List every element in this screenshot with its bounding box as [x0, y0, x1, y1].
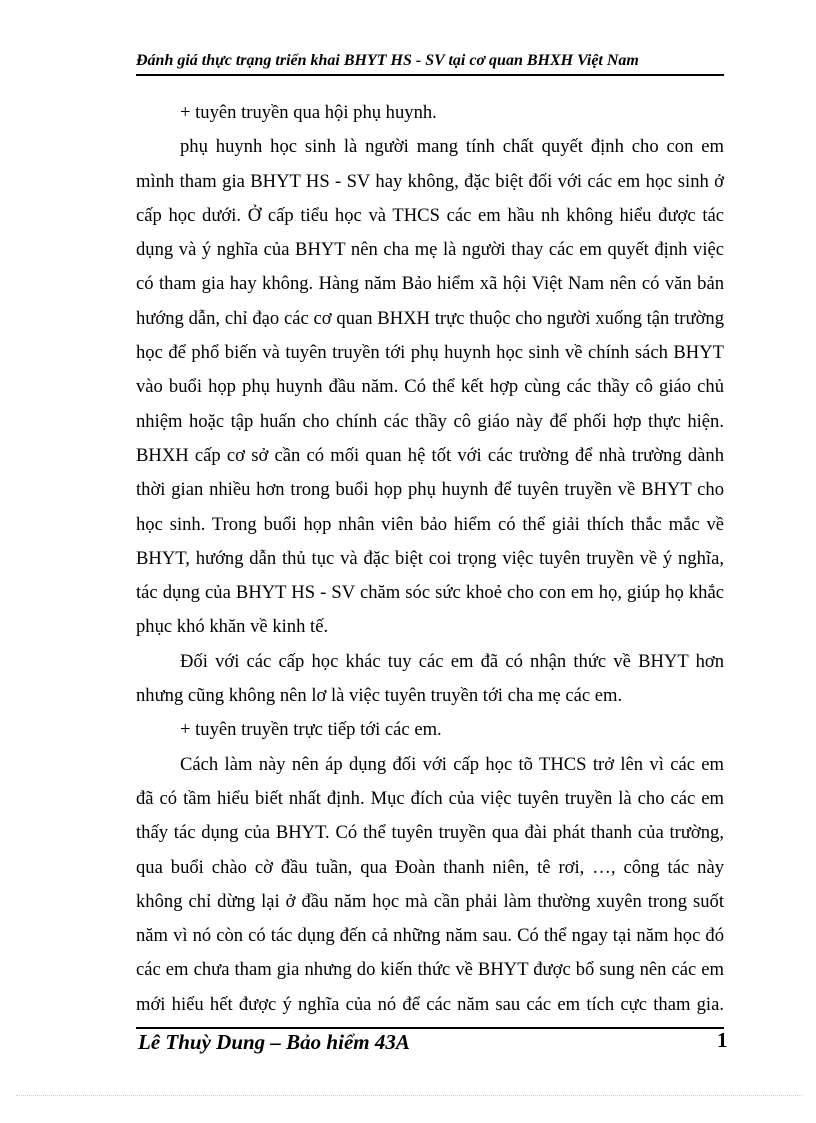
text-line: thấy tác dụng của BHYT. Có thể tuyên truyền qua đài phát thanh của trường, [136, 822, 724, 844]
page-header [136, 50, 724, 76]
footer-rule [136, 1027, 724, 1029]
text-line: dụng và ý nghĩa của BHYT nên cha mẹ là người thay các em quyết định việc [136, 239, 724, 261]
text-line: vào buổi họp phụ huynh đầu năm. Có thể kết hợp cùng các thầy cô giáo chủ [136, 376, 724, 398]
text-line: BHYT, hướng dẫn thủ tục và đặc biệt coi trọng việc tuyên truyền về ý nghĩa, [136, 547, 724, 569]
text-line: nhiệm hoặc tập huấn cho chính các thầy cô giáo này để phối hợp thực hiện. [136, 410, 724, 432]
text-line: có tham gia hay không. Hàng năm Bảo hiểm xã hội Việt Nam nên có văn bản [136, 273, 724, 295]
text-line: nhưng cũng không nên lơ là việc tuyên truyền tới cha mẹ các em. [136, 685, 623, 707]
page-number: 1 [717, 1028, 728, 1052]
text-line: phụ huynh học sinh là người mang tính chất quyết định cho con em [180, 136, 724, 158]
text-line: thời gian nhiều hơn trong buổi họp phụ huynh để tuyên truyền về BHYT cho [136, 479, 724, 501]
text-line: hướng dẫn, chỉ đạo các cơ quan BHXH trực thuộc cho người xuống tận trường [136, 307, 724, 329]
text-line: BHXH cấp cơ sở cần có mối quan hệ tốt với các trường để nhà trường dành [136, 444, 724, 466]
page-boundary-rule [16, 1095, 802, 1096]
footer-author: Lê Thuỳ Dung – Bảo hiểm 43A [138, 1030, 410, 1054]
header-title: Đánh giá thực trạng triển khai BHYT HS - SV tại cơ quan BHXH Việt Nam [136, 52, 639, 69]
text-line: các em chưa tham gia nhưng do kiến thức về BHYT được bổ sung nên các em [136, 959, 724, 981]
text-line: học sinh. Trong buổi họp nhân viên bảo hiểm có thể giải thích thắc mắc về [136, 513, 724, 535]
body-text [136, 96, 724, 1022]
text-line: mới hiểu hết được ý nghĩa của nó để các năm sau các em tích cực tham gia. [136, 993, 724, 1015]
text-line: không chỉ dừng lại ở đầu năm học mà cần phải làm thường xuyên trong suốt [136, 890, 724, 912]
text-line: + tuyên truyền qua hội phụ huynh. [180, 102, 437, 123]
text-line: năm vì nó còn có tác dụng đến cả những năm sau. Có thể ngay tại năm học đó [136, 925, 724, 947]
text-line: cấp học dưới. Ở cấp tiểu học và THCS các em hầu nh không hiểu được tác [136, 204, 724, 226]
text-line: Đối với các cấp học khác tuy các em đã có nhận thức về BHYT hơn [180, 650, 724, 672]
text-line: tác dụng của BHYT HS - SV chăm sóc sức khoẻ cho con em họ, giúp họ khắc [136, 582, 724, 604]
text-line: mình tham gia BHYT HS - SV hay không, đặc biệt đối với các em học sinh ở [136, 170, 724, 192]
text-line: Cách làm này nên áp dụng đối với cấp học tõ THCS trở lên vì các em [180, 753, 724, 775]
text-line: + tuyên truyền trực tiếp tới các em. [180, 719, 442, 741]
text-line: học để phổ biến và tuyên truyền tới phụ huynh học sinh về chính sách BHYT [136, 342, 724, 364]
text-line: đã có tầm hiểu biết nhất định. Mục đích của việc tuyên truyền là cho các em [136, 787, 724, 809]
text-line: qua buổi chào cờ đầu tuần, qua Đoàn thanh niên, tê rơi, …, công tác này [136, 856, 724, 878]
text-line: phục khó khăn về kinh tế. [136, 616, 329, 638]
